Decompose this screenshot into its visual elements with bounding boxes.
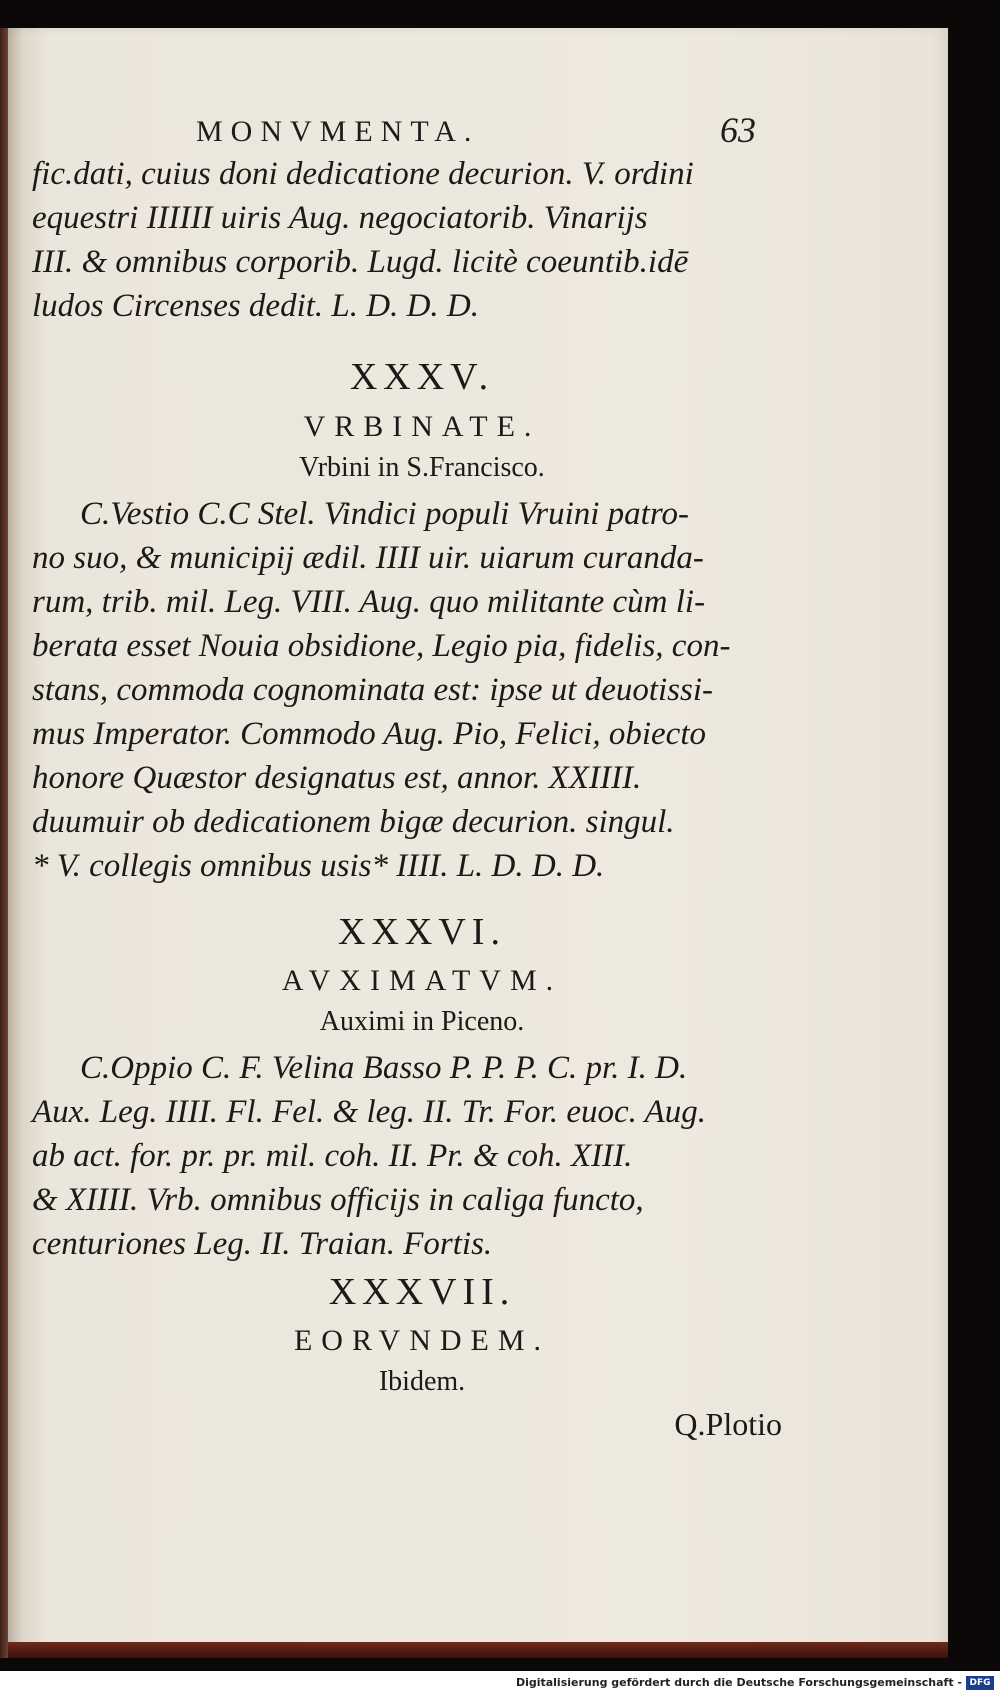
inscription-title: VRBINATE. <box>303 410 541 443</box>
dfg-logo: DFG <box>966 1676 994 1690</box>
digitization-footer <box>0 1671 1000 1697</box>
text-line: duumuir ob dedicationem bigæ decurion. singul. <box>32 804 675 840</box>
inscription-location: Ibidem. <box>378 1366 466 1397</box>
text-line: berata esset Nouia obsidione, Legio pia, fidelis, con- <box>32 628 731 664</box>
page-bottom-edge <box>8 1642 948 1658</box>
text-line: equestri IIIIII uiris Aug. negociatorib. Vinarijs <box>32 200 648 236</box>
inscription-title: EORVNDEM. <box>293 1324 551 1357</box>
inscription-number: XXXVI. <box>338 911 506 953</box>
text-line: fic.dati, cuius doni dedicatione decurion. V. ordini <box>32 156 694 192</box>
text-line: stans, commoda cognominata est: ipse ut deuotissi- <box>32 672 714 708</box>
page-number: 63 <box>720 110 756 150</box>
text-line: III. & omnibus corporib. Lugd. licitè coeuntib.idē <box>32 244 689 280</box>
text-line: ludos Circenses dedit. L. D. D. D. <box>32 288 480 324</box>
text-line: no suo, & municipij ædil. IIII uir. uiarum curanda- <box>32 540 704 576</box>
text-line: centuriones Leg. II. Traian. Fortis. <box>32 1226 493 1262</box>
catchword: Q.Plotio <box>674 1406 782 1442</box>
text-line: ab act. for. pr. pr. mil. coh. II. Pr. & coh. XIII. <box>32 1138 633 1174</box>
text-line: mus Imperator. Commodo Aug. Pio, Felici, obiecto <box>32 716 706 752</box>
funding-credit: Digitalisierung gefördert durch die Deutsche Forschungsgemeinschaft - <box>515 1676 962 1689</box>
running-head: MONVMENTA. <box>196 115 480 148</box>
text-line: C.Oppio C. F. Velina Basso P. P. P. C. pr. I. D. <box>80 1050 688 1086</box>
inscription-number: XXXV. <box>349 356 495 398</box>
text-line: honore Quæstor designatus est, annor. XXIIII. <box>32 760 642 796</box>
text-line: rum, trib. mil. Leg. VIII. Aug. quo militante cùm li- <box>32 584 706 620</box>
text-line: Aux. Leg. IIII. Fl. Fel. & leg. II. Tr. For. euoc. Aug. <box>32 1094 706 1130</box>
inscription-location: Auximi in Piceno. <box>319 1006 525 1037</box>
text-line: & XIIII. Vrb. omnibus officijs in caliga functo, <box>32 1182 644 1218</box>
inscription-location: Vrbini in S.Francisco. <box>299 452 545 483</box>
text-line: C.Vestio C.C Stel. Vindici populi Vruini patro- <box>80 496 689 532</box>
text-line: * V. collegis omnibus usis* IIII. L. D. D. D. <box>32 848 605 884</box>
page-header <box>196 110 756 159</box>
inscription-number: XXXVII. <box>328 1271 516 1313</box>
inscription-title: AVXIMATVM. <box>281 964 563 997</box>
